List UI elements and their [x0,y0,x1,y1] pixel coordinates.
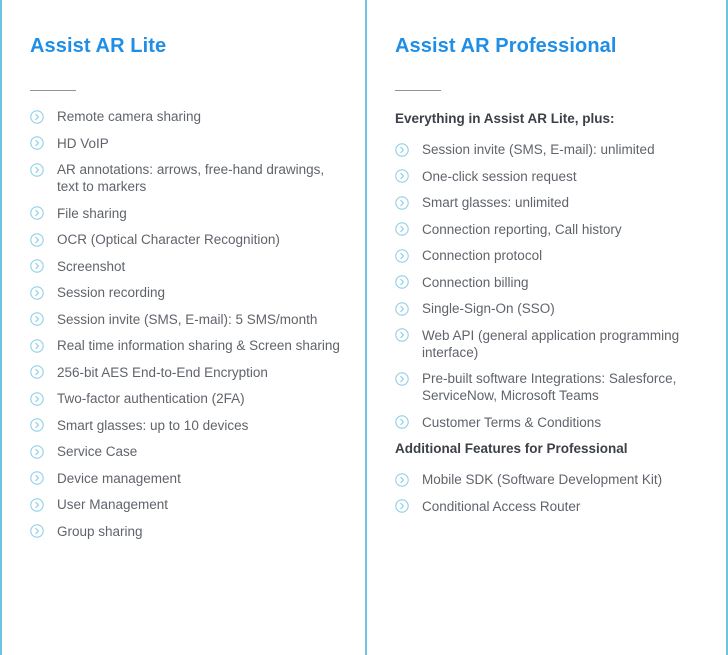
chevron-circle-icon [395,169,409,183]
feature-label: Connection reporting, Call history [422,221,622,237]
feature-label: Session invite (SMS, E-mail): unlimited [422,142,655,157]
feature-label: Conditional Access Router [422,498,581,514]
feature-label: Two-factor authentication (2FA) [57,391,245,406]
feature-label: 256-bit AES End-to-End Encryption [57,364,268,380]
feature-item [30,258,365,275]
chevron-circle-icon [395,302,409,316]
feature-item [30,390,365,407]
feature-label: AR annotations: arrows, free-hand drawings, text to markers [57,162,325,194]
feature-item [395,414,726,431]
feature-label: HD VoIP [57,135,109,151]
feature-label: Connection protocol [422,248,543,263]
feature-item [30,523,365,540]
feature-item [30,311,365,328]
chevron-circle-icon [395,143,409,157]
feature-item [30,231,365,248]
title-divider [30,90,76,91]
chevron-circle-icon [30,339,44,353]
chevron-circle-icon [395,249,409,263]
chevron-circle-icon [30,312,44,326]
chevron-circle-icon [30,136,44,150]
pro-feature-list-included [395,141,726,431]
plan-lite-title: Assist AR Lite [30,35,167,57]
chevron-circle-icon [395,499,409,513]
pro-section-heading-additional: Additional Features for Professional [395,441,628,456]
feature-label: File sharing [57,205,127,221]
feature-item [395,141,726,158]
chevron-circle-icon [30,259,44,273]
plan-professional-column [365,0,728,655]
feature-label: Device management [57,470,181,486]
pro-feature-list-additional [395,471,726,515]
chevron-circle-icon [395,372,409,386]
feature-label: Session recording [57,285,166,300]
chevron-circle-icon [30,471,44,485]
feature-item [395,221,726,238]
feature-item [395,274,726,291]
chevron-circle-icon [395,328,409,342]
feature-item [30,470,365,487]
chevron-circle-icon [395,415,409,429]
feature-label: Service Case [57,444,138,459]
plan-professional-title: Assist AR Professional [395,35,617,57]
chevron-circle-icon [30,163,44,177]
feature-item [30,205,365,222]
feature-label: Web API (general application programming interface) [422,327,680,360]
feature-item [395,498,726,515]
chevron-circle-icon [30,206,44,220]
feature-item [395,247,726,264]
feature-label: Screenshot [57,258,126,274]
chevron-circle-icon [30,524,44,538]
chevron-circle-icon [395,222,409,236]
feature-label: Connection billing [422,274,529,290]
feature-item [395,370,726,404]
feature-label: Remote camera sharing [57,109,202,124]
feature-label: Single-Sign-On (SSO) [422,301,555,316]
feature-item [30,337,365,354]
feature-label: Pre-built software Integrations: Salesforce, ServiceNow, Microsoft Teams [422,371,677,403]
feature-item [395,168,726,185]
feature-item [395,194,726,211]
title-divider [395,90,441,91]
feature-label: User Management [57,497,169,512]
chevron-circle-icon [30,445,44,459]
feature-label: Smart glasses: up to 10 devices [57,417,249,433]
feature-item [30,161,365,195]
chevron-circle-icon [395,196,409,210]
feature-item [30,364,365,381]
feature-item [30,284,365,301]
pro-section-heading-included: Everything in Assist AR Lite, plus: [395,111,615,126]
feature-item [30,443,365,460]
feature-item [30,135,365,152]
feature-item [395,471,726,488]
lite-feature-list [30,108,365,540]
feature-label: One-click session request [422,168,577,184]
feature-label: Mobile SDK (Software Development Kit) [422,472,663,487]
feature-item [30,496,365,513]
feature-item [395,300,726,317]
feature-label: Session invite (SMS, E-mail): 5 SMS/month [57,311,318,327]
feature-label: Real time information sharing & Screen sharing [57,338,340,353]
chevron-circle-icon [30,418,44,432]
feature-label: Group sharing [57,523,143,539]
chevron-circle-icon [30,365,44,379]
feature-label: Customer Terms & Conditions [422,414,602,430]
chevron-circle-icon [395,275,409,289]
chevron-circle-icon [30,233,44,247]
feature-label: OCR (Optical Character Recognition) [57,232,280,247]
feature-item [30,108,365,125]
chevron-circle-icon [30,392,44,406]
chevron-circle-icon [30,286,44,300]
feature-item [395,327,726,361]
feature-label: Smart glasses: unlimited [422,195,570,210]
chevron-circle-icon [395,473,409,487]
chevron-circle-icon [30,498,44,512]
feature-item [30,417,365,434]
chevron-circle-icon [30,110,44,124]
